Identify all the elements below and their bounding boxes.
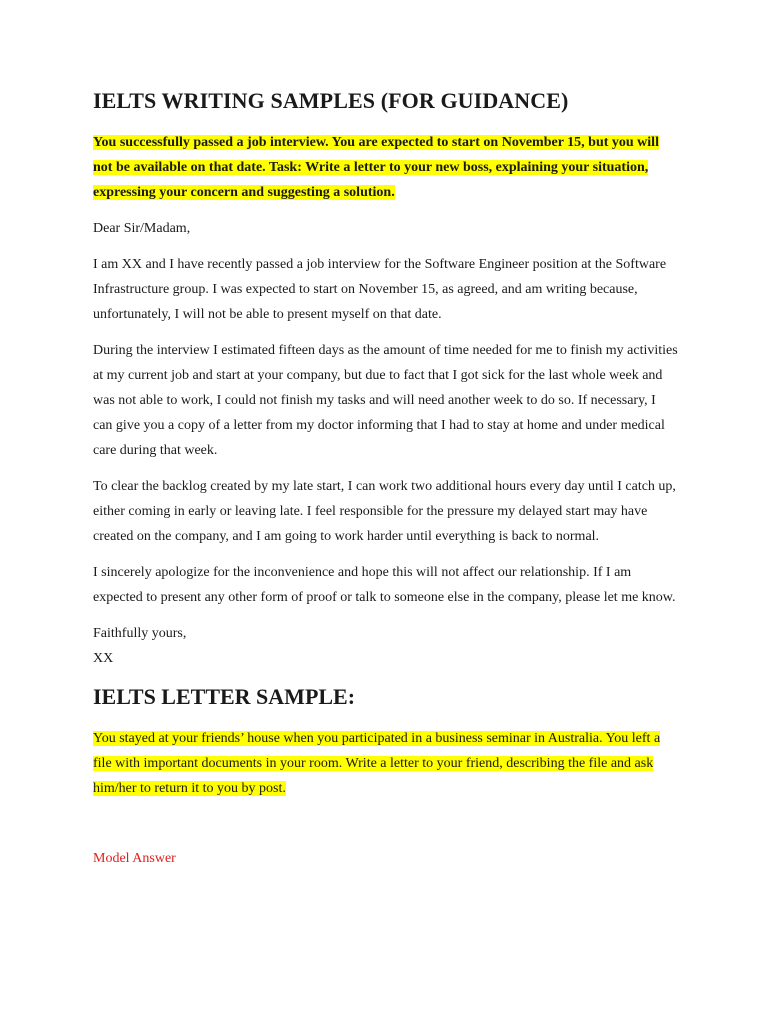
letter-paragraph-1: I am XX and I have recently passed a job interview for the Software Engineer position at the Software Infrastructure group. I was expected to start on November 15, as agreed, and am writing because, unfortunately, I will not be able to present myself on that date. xyxy=(93,257,667,322)
letter-greeting: Dear Sir/Madam, xyxy=(93,221,191,236)
letter-paragraph-4: I sincerely apologize for the inconvenience and hope this will not affect our relationship. If I am expected to present any other form of proof or talk to someone else in the company, please let me know. xyxy=(93,565,676,605)
letter-closing xyxy=(93,621,678,671)
section-title: IELTS LETTER SAMPLE: xyxy=(93,684,356,709)
task-prompt-2-text: You stayed at your friends’ house when you participated in a business seminar in Australia. You left a file with important documents in your room. Write a letter to your friend, describing the file and ask him/her to return it to you by post. xyxy=(93,731,661,796)
task-prompt-2 xyxy=(93,726,678,801)
task-prompt-1 xyxy=(93,130,678,205)
document-page xyxy=(93,86,678,882)
spacer xyxy=(93,812,678,846)
model-answer-label: Model Answer xyxy=(93,851,176,866)
closing-phrase: Faithfully yours, xyxy=(93,626,187,641)
page-title: IELTS WRITING SAMPLES (FOR GUIDANCE) xyxy=(93,88,569,113)
task-prompt-1-text: You successfully passed a job interview. You are expected to start on November 15, but you will not be available on that date. Task: Write a letter to your new boss, explaining your situation, expressing your concern and suggesting a solution. xyxy=(93,135,659,200)
signature: XX xyxy=(93,651,114,666)
letter-paragraph-2: During the interview I estimated fifteen days as the amount of time needed for me to finish my activities at my current job and start at your company, but due to fact that I got sick for the last whole week and was not able to work, I could not finish my tasks and will need another week to do so. If necessary, I can give you a copy of a letter from my doctor informing that I had to stay at home and under medical care during that week. xyxy=(93,343,678,458)
letter-paragraph-3: To clear the backlog created by my late start, I can work two additional hours every day until I catch up, either coming in early or leaving late. I feel responsible for the pressure my delayed start may have created on the company, and I am going to work harder until everything is back to normal. xyxy=(93,479,676,544)
